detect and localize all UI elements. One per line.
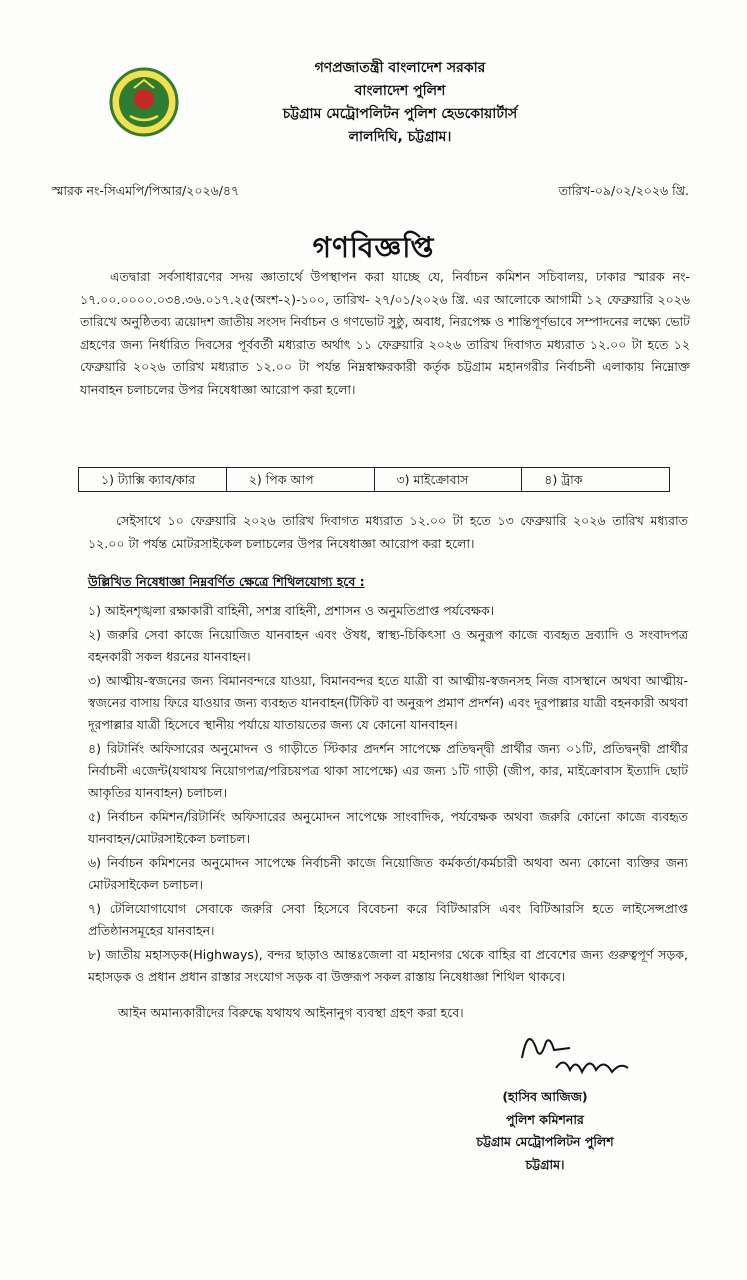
list-item: ৪) রিটার্নিং অফিসারের অনুমোদন ও গাড়ীতে স্টিকার প্রদর্শন সাপেক্ষে প্রতিদ্বন্দ্বী প্রার্থীর জন্য ০১টি, প্রতিদ্বন্দ্বী প্রার্থীর নির্বাচনী এজেন্ট(যথাযথ নিয়োগপত্র/পরিচয়পত্র থাকা সাপেক্ষে) এর জন্য ১টি গাড়ী (জীপ, কার, মাইক্রোবাস ইত্যাদি ছোট আকৃতির যানবাহন) চলাচল।: [88, 741, 688, 800]
exemptions-heading: উল্লিখিত নিষেধাজ্ঞা নিম্নবর্ণিত ক্ষেত্রে শিথিলযোগ্য হবে :: [88, 574, 365, 589]
list-item: ৮) জাতীয় মহাসড়ক(Highways), বন্দর ছাড়াও আন্তঃজেলা বা মহানগর থেকে বাহির বা প্রবেশের জন্য গুরুত্বপূর্ণ সড়ক, মহাসড়ক ও প্রধান প্রধান রাস্তার সংযোগ সড়ক বা উক্তরূপ সকল রাস্তায় নিষেধাজ্ঞা শিথিল থাকবে।: [88, 947, 688, 984]
list-item: ৫) নির্বাচন কমিশন/রিটার্নিং অফিসারের অনুমোদন সাপেক্ষে সাংবাদিক, পর্যবেক্ষক অথবা জরুরি কোনো কাজে ব্যবহৃত যানবাহন/মোটরসাইকেল চলাচল।: [88, 809, 688, 846]
list-item: ৩) আত্মীয়-স্বজনের জন্য বিমানবন্দরে যাওয়া, বিমানবন্দর হতে যাত্রী বা আত্মীয়-স্বজনসহ নিজ বাসস্থানে অথবা আত্মীয়-স্বজনের বাসায় ফিরে যাওয়ার জন্য ব্যবহৃত যানবাহন(টিকিট বা অনুরূপ প্রমাণ প্রদর্শন) এবং দূরপাল্লার যাত্রী বহনকারী অথবা দূরপাল্লার যাত্রী হিসেবে স্থানীয় পর্যায়ে যাতায়তের জন্য যে কোনো যানবাহন।: [88, 673, 688, 732]
department-name: বাংলাদেশ পুলিশ: [354, 83, 446, 99]
vehicle-cell: ২) পিক আপ: [227, 468, 375, 491]
govt-name: গণপ্রজাতন্ত্রী বাংলাদেশ সরকার: [314, 60, 486, 76]
vehicle-cell: ৩) মাইক্রোবাস: [375, 468, 523, 491]
signature-block: [470, 1086, 620, 1176]
motorcycle-paragraph: সেইসাথে ১০ ফেব্রুয়ারি ২০২৬ তারিখ দিবাগত মধ্যরাত ১২.০০ টা হতে ১৩ ফেব্রুয়ারি ২০২৬ তারিখ মধ্যরাত ১২.০০ টা পর্যন্ত মোটরসাইকেল চলাচলের উপর নিষেধাজ্ঞা আরোপ করা হলো।: [88, 513, 688, 551]
vehicle-table: [78, 467, 670, 492]
list-item: ১) আইনশৃঙ্খলা রক্ষাকারী বাহিনী, সশস্ত্র বাহিনী, প্রশাসন ও অনুমতিপ্রাপ্ত পর্যবেক্ষক।: [88, 603, 495, 618]
signature-image: [510, 1018, 660, 1088]
list-item: ৬) নির্বাচন কমিশনের অনুমোদন সাপেক্ষে নির্বাচনী কাজে নিয়োজিত কর্মকর্তা/কর্মচারী অথবা অন্য কোনো ব্যক্তির জন্য মোটরসাইকেল চলাচল।: [88, 855, 688, 892]
list-item: ৭) টেলিযোগাযোগ সেবাকে জরুরি সেবা হিসেবে বিবেচনা করে বিটিআরসি এবং বিটিআরসি হতে লাইসেন্সপ্রাপ্ত প্রতিষ্ঠানসমূহের যানবাহন।: [88, 901, 688, 938]
vehicle-cell: ৪) ট্রাক: [544, 472, 583, 487]
letterhead: [200, 57, 600, 149]
signatory-name: (হাসিব আজিজ): [502, 1089, 588, 1104]
exemptions-list: [88, 600, 688, 990]
signatory-place: চট্টগ্রাম।: [525, 1156, 565, 1172]
vehicle-cell: ১) ট্যাক্সি ক্যাব/কার: [79, 468, 227, 491]
list-item: ২) জরুরি সেবা কাজে নিয়োজিত যানবাহন এবং ঔষধ, স্বাস্থ্য-চিকিৎসা ও অনুরূপ কাজে ব্যবহৃত দ্রব্যাদি ও সংবাদপত্র বহনকারী সকল ধরনের যানবাহন।: [88, 627, 688, 664]
office-name: চট্টগ্রাম মেট্রোপলিটন পুলিশ হেডকোয়ার্টার্স: [282, 106, 518, 122]
page-title: গণবিজ্ঞপ্তি: [312, 231, 435, 264]
police-emblem-icon: [108, 66, 180, 138]
signatory-organization: চট্টগ্রাম মেট্রোপলিটন পুলিশ: [476, 1134, 614, 1149]
closing-statement: আইন অমান্যকারীদের বিরুদ্ধে যথাযথ আইনানুগ ব্যবস্থা গ্রহণ করা হবে।: [118, 1005, 464, 1020]
notice-date: তারিখ-০৯/০২/২০২৬ খ্রি.: [558, 183, 689, 198]
signatory-designation: পুলিশ কমিশনার: [506, 1111, 584, 1127]
intro-paragraph: এতদ্বারা সর্বসাধারণের সদয় জ্ঞাতার্থে উপস্থাপন করা যাচ্ছে যে, নির্বাচন কমিশন সচিবালয়, ঢাকার স্মারক নং- ১৭.০০.০০০০.০৩৪.৩৬.০১৭.২৫(অংশ-২)-১০০, তারিখ- ২৭/০১/২০২৬ খ্রি. এর আলোকে আগামী ১২ ফেব্রুয়ারি ২০২৬ তারিখে অনুষ্ঠিতব্য ত্রয়োদশ জাতীয় সংসদ নির্বাচন ও গণভোট সুষ্ঠু, অবাধ, নিরপেক্ষ ও শান্তিপূর্ণভাবে সম্পাদনের লক্ষ্যে ভোট গ্রহণের জন্য নির্ধারিত দিবসের পূর্ববর্তী মধ্যরাত অর্থাৎ ১১ ফেব্রুয়ারি ২০২৬ তারিখ দিবাগত মধ্যরাত ১২.০০ টা হতে ১২ ফেব্রুয়ারি ২০২৬ তারিখ মধ্যরাত ১২.০০ টা পর্যন্ত নিম্নস্বাক্ষরকারী কর্তৃক চট্টগ্রাম মহানগরীর নির্বাচনী এলাকায় নিম্নোক্ত যানবাহন চলাচলের উপর নিষেধাজ্ঞা আরোপ করা হলো।: [80, 269, 690, 397]
office-address: লালদিঘি, চট্টগ্রাম।: [348, 129, 452, 145]
memo-number: স্মারক নং-সিএমপি/পিআর/২০২৬/৪৭: [52, 183, 240, 198]
